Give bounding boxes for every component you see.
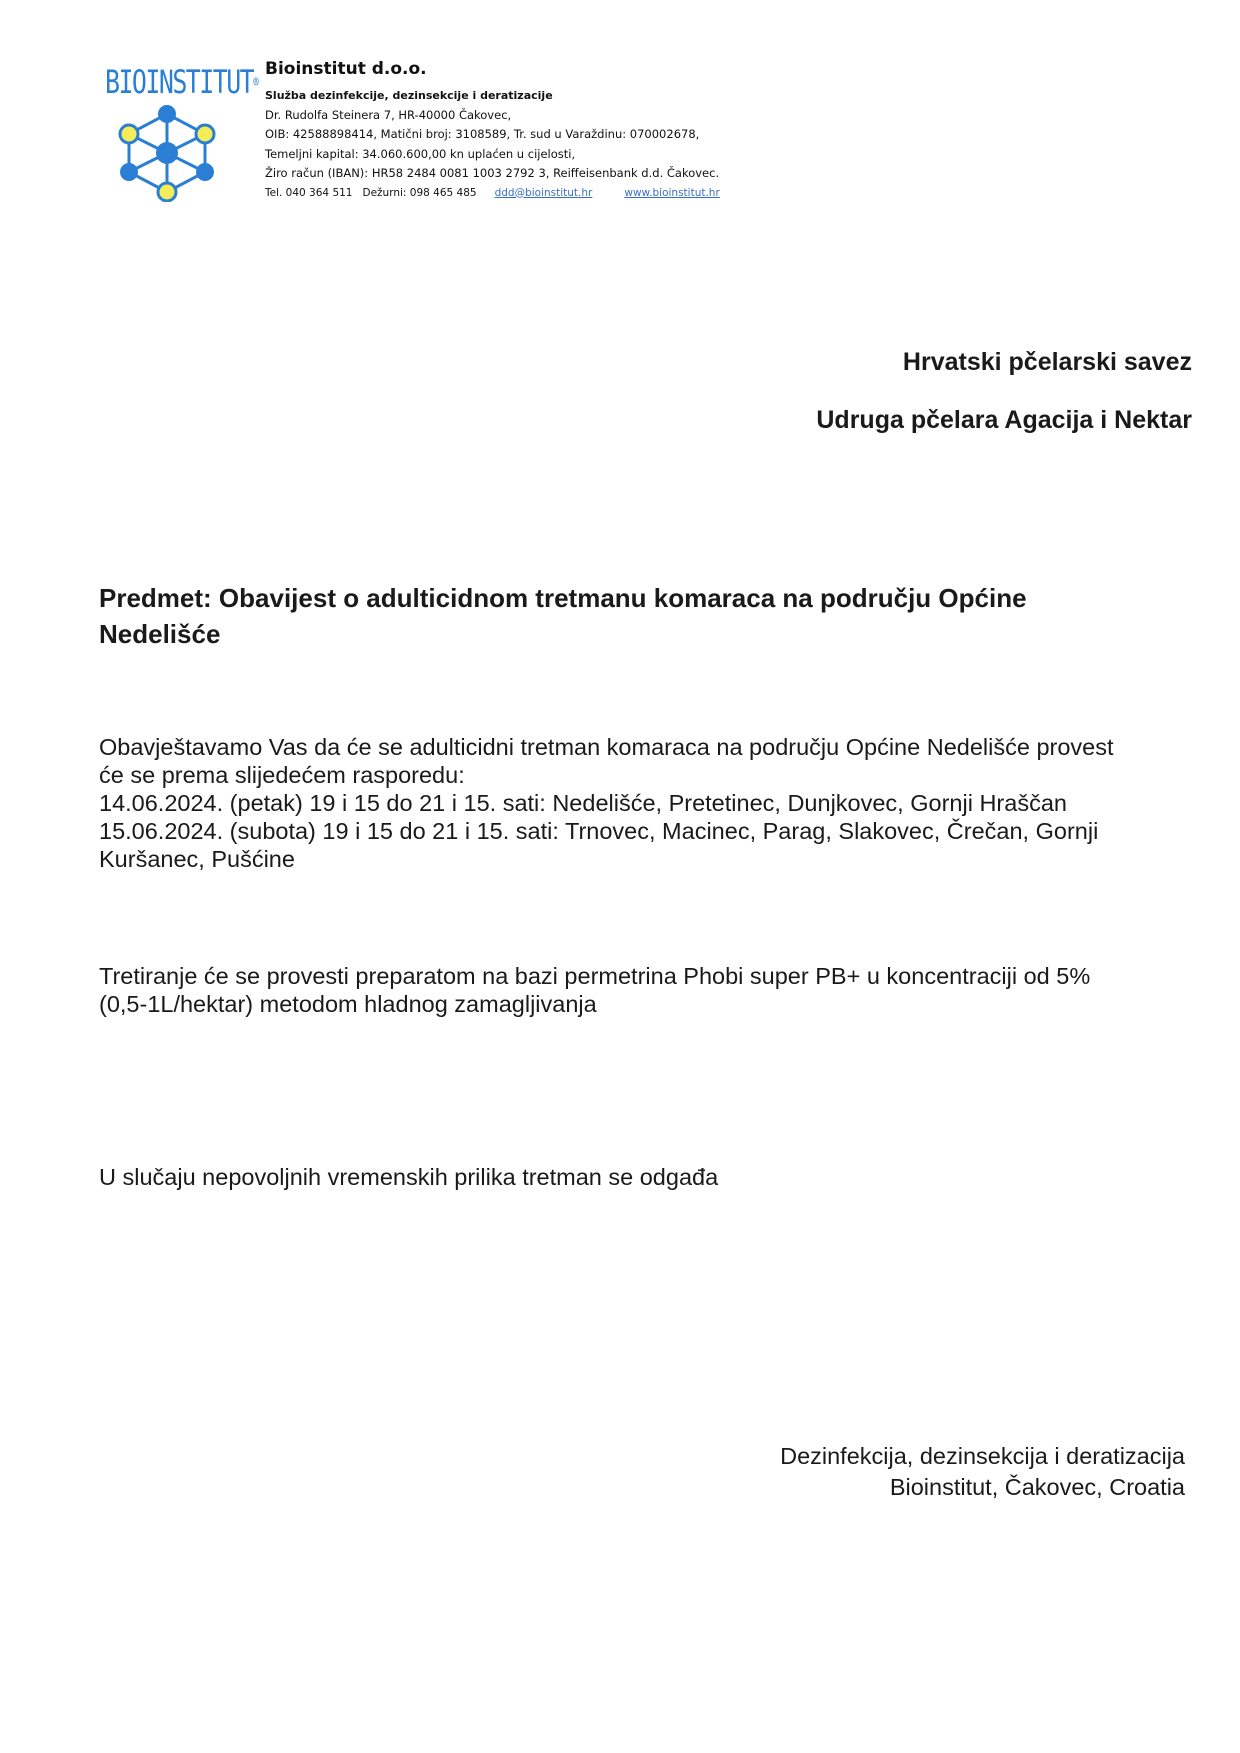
company-name: Bioinstitut d.o.o. [265,59,427,79]
treatment-line-2: (0,5-1L/hektar) metodom hladnog zamagljivanja [99,991,597,1017]
recipient-2: Udruga pčelara Agacija i Nektar [816,406,1192,434]
contact-line [265,184,720,203]
signature-block [780,1441,1185,1503]
treatment-line-1: Tretiranje će se provesti preparatom na bazi permetrina Phobi super PB+ u koncentraciji od 5% [99,963,1091,989]
subject-line-1: Predmet: Obavijest o adulticidnom tretmanu komaraca na području Općine [99,583,1027,613]
weather-line: U slučaju nepovoljnih vremenskih prilika tretman se odgađa [99,1164,719,1190]
subject-line-2: Nedelišće [99,619,221,649]
company-iban: Žiro račun (IBAN): HR58 2484 0081 1003 2792 3, Reiffeisenbank d.d. Čakovec. [265,166,720,180]
on-call-phone: Dežurni: 098 465 485 [362,186,477,199]
recipient-1: Hrvatski pčelarski savez [902,348,1192,376]
treatment-paragraph [99,962,1191,1018]
website-link[interactable]: www.bioinstitut.hr [624,186,720,199]
schedule-day-2b: Kuršanec, Pušćine [99,846,295,872]
company-capital: Temeljni kapital: 34.060.600,00 kn uplaćen u cijelosti, [265,146,576,161]
signature-line-2: Bioinstitut, Čakovec, Croatia [889,1474,1185,1500]
weather-paragraph [99,1163,1191,1191]
email-link[interactable]: ddd@bioinstitut.hr [494,186,593,199]
logo-wordmark: BIOINSTITUT® [105,63,259,101]
company-service: Služba dezinfekcije, dezinsekcije i deratizacije [265,89,553,102]
schedule-paragraph [99,733,1191,873]
intro-line-1: Obavještavamo Vas da će se adulticidni tretman komaraca na području Općine Nedelišće provest [99,734,1114,760]
signature-line-1: Dezinfekcija, dezinsekcija i deratizacija [780,1443,1185,1469]
company-details [265,58,720,203]
company-address: Dr. Rudolfa Steinera 7, HR-40000 Čakovec, [265,107,512,122]
company-logo [105,62,259,212]
company-phone: Tel. 040 364 511 [265,186,353,199]
intro-line-2: će se prema slijedećem rasporedu: [99,762,465,788]
schedule-day-2a: 15.06.2024. (subota) 19 i 15 do 21 i 15. sati: Trnovec, Macinec, Parag, Slakovec, Črečan, Gornji [99,818,1099,844]
subject-heading [99,580,1169,652]
schedule-day-1: 14.06.2024. (petak) 19 i 15 do 21 i 15. sati: Nedelišće, Pretetinec, Dunjkovec, Gornji Hraščan [99,790,1067,816]
molecule-logo-icon [117,104,217,202]
company-registry: OIB: 42588898414, Matični broj: 3108589, Tr. sud u Varaždinu: 070002678, [265,127,700,141]
